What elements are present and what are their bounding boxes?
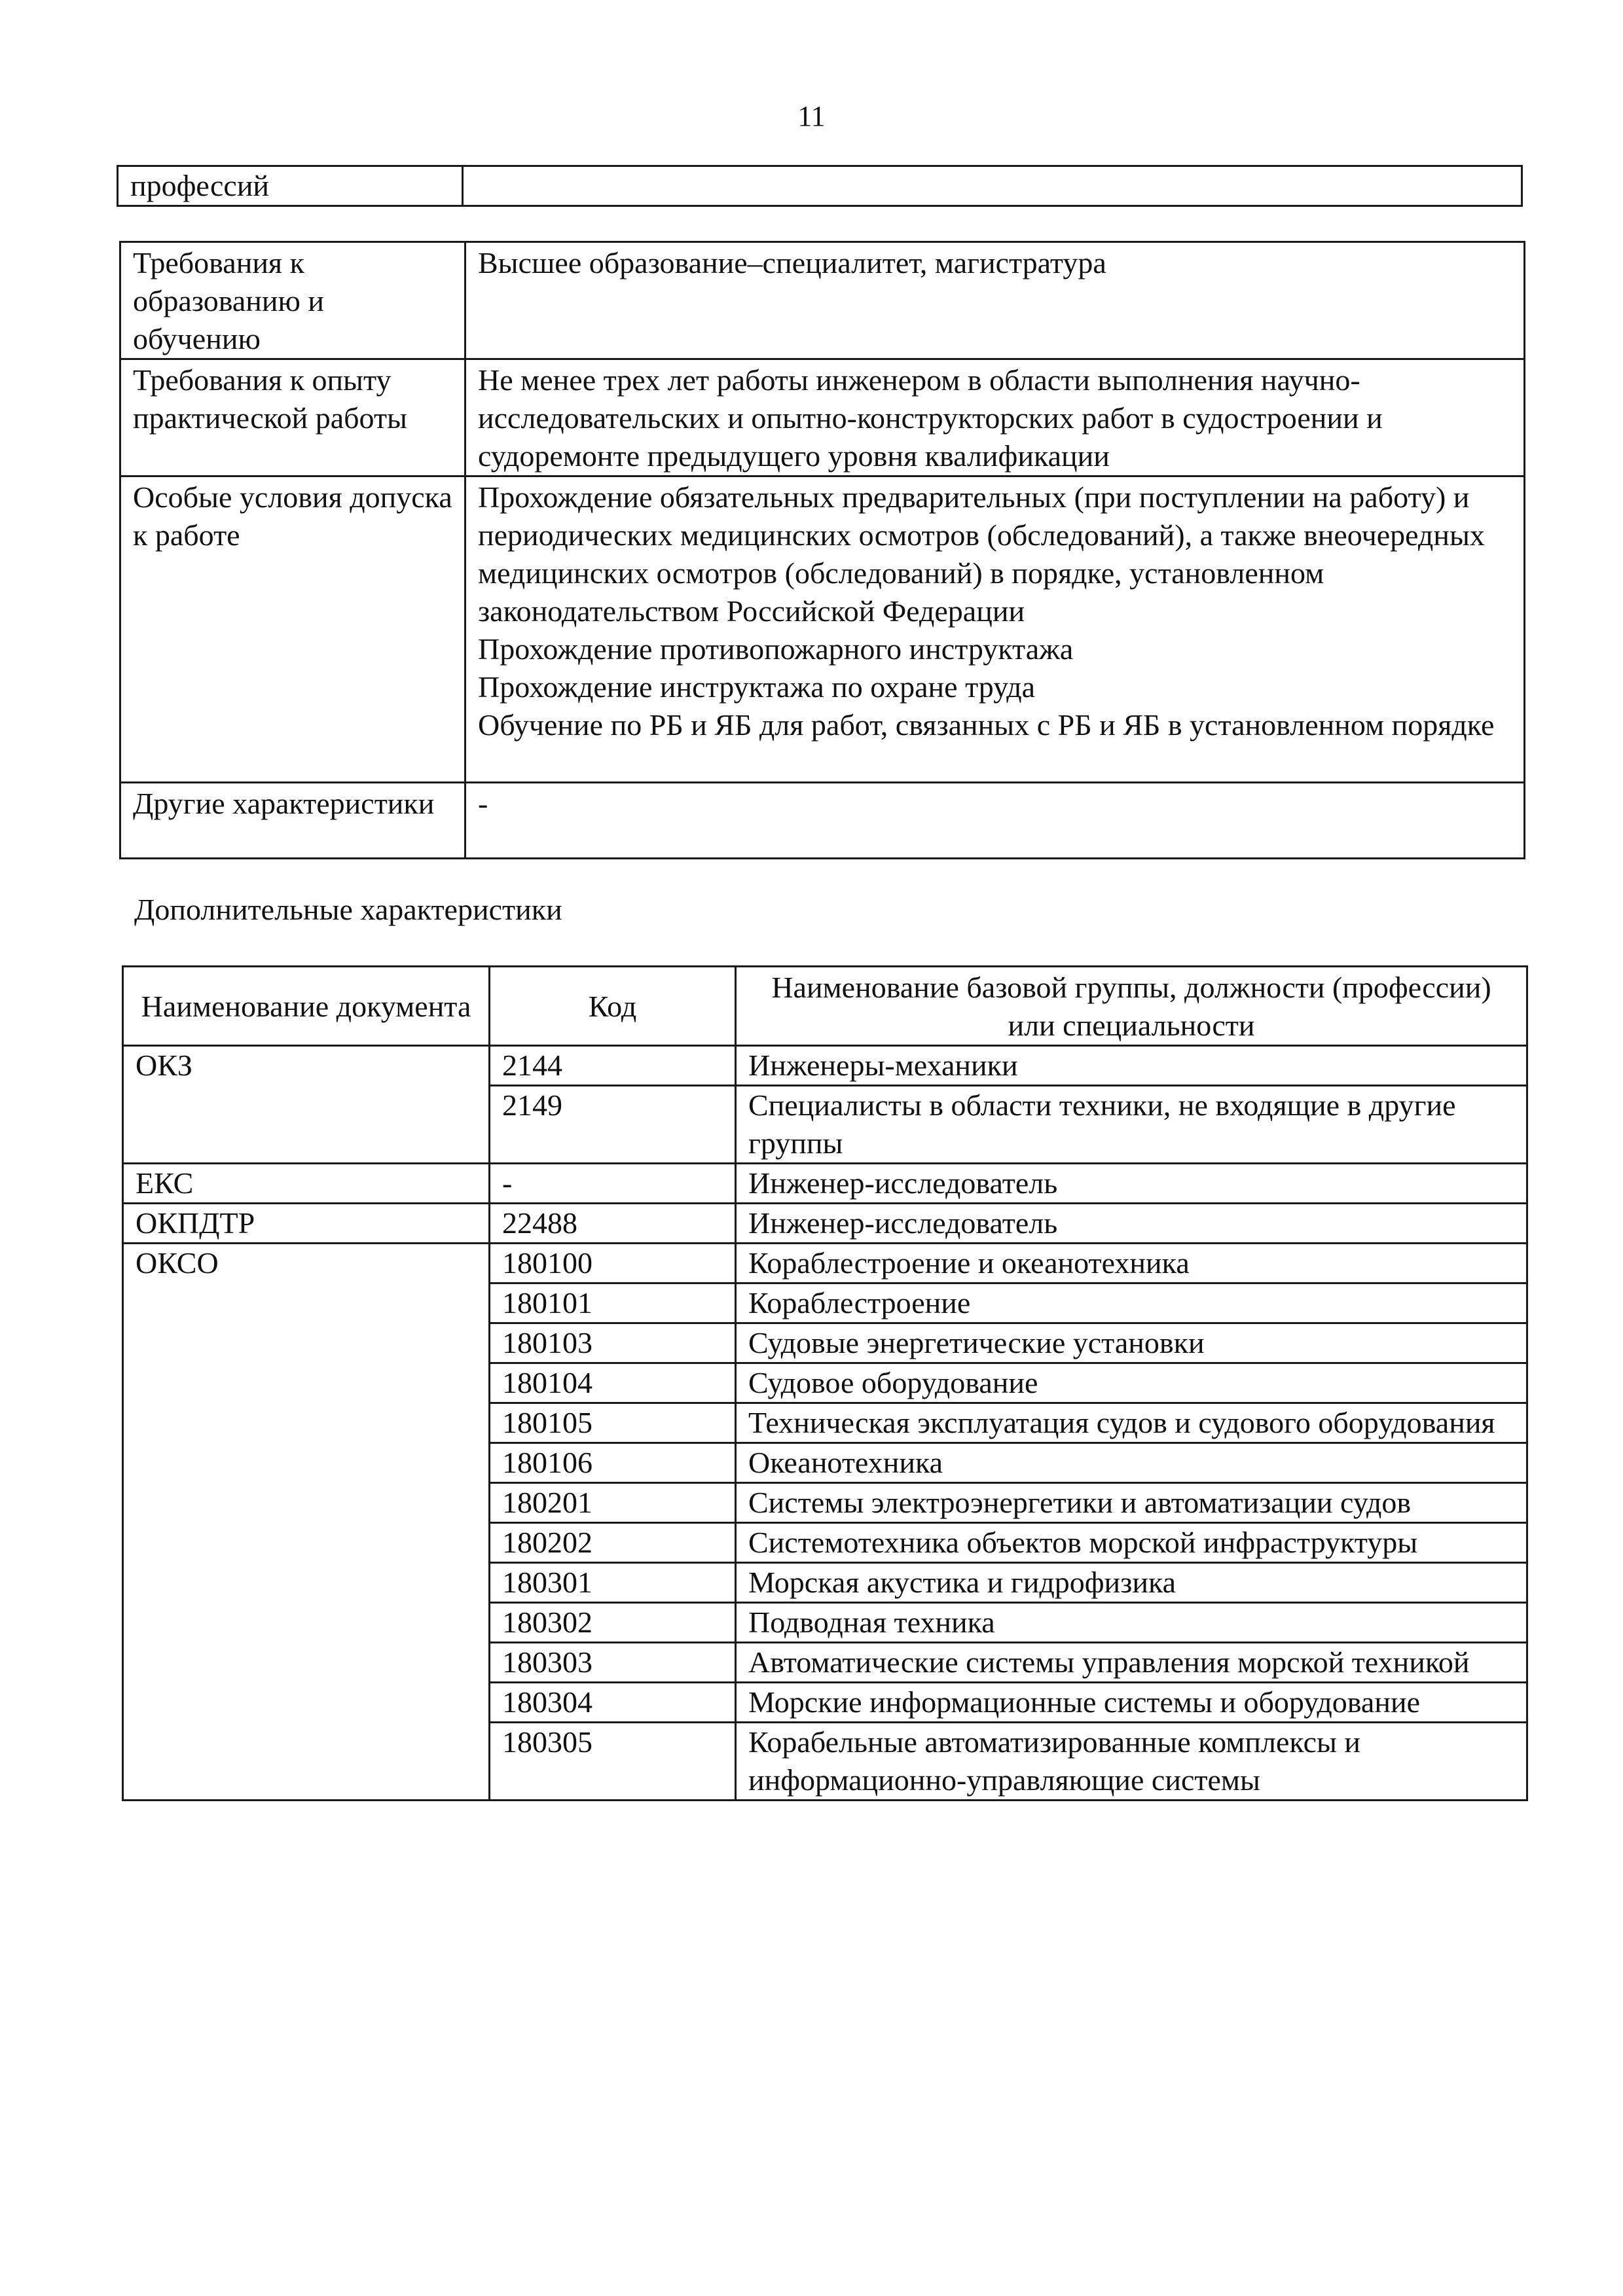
code-cell: 180305	[490, 1723, 736, 1801]
requirements-table	[119, 241, 1525, 859]
name-cell: Инженер-исследователь	[736, 1164, 1527, 1204]
name-cell: Системы электроэнергетики и автоматизации судов	[736, 1483, 1527, 1523]
code-cell: 180101	[490, 1283, 736, 1323]
column-header-name: Наименование базовой группы, должности (профессии) или специальности	[736, 967, 1527, 1046]
requirement-label: Особые условия допуска к работе	[120, 476, 465, 783]
name-cell: Океанотехника	[736, 1443, 1527, 1483]
name-cell: Подводная техника	[736, 1603, 1527, 1643]
fragment-label: профессий	[118, 166, 463, 206]
code-cell: 180201	[490, 1483, 736, 1523]
code-cell: 180104	[490, 1363, 736, 1403]
table-row	[120, 783, 1525, 859]
requirement-value: -	[465, 783, 1525, 859]
table-row	[123, 1046, 1527, 1086]
code-cell: 2144	[490, 1046, 736, 1086]
name-cell: Судовое оборудование	[736, 1363, 1527, 1403]
name-cell: Морские информационные системы и оборудование	[736, 1683, 1527, 1723]
continuation-table-fragment	[117, 165, 1523, 207]
code-cell: 180202	[490, 1523, 736, 1563]
section-title: Дополнительные характеристики	[134, 893, 562, 926]
document-cell: ОКСО	[123, 1244, 490, 1801]
table-row	[120, 476, 1525, 783]
table-row	[118, 166, 1522, 206]
table-row	[120, 359, 1525, 476]
code-cell: 180105	[490, 1403, 736, 1443]
page-number: 11	[797, 100, 826, 132]
code-cell: 2149	[490, 1086, 736, 1164]
table-row	[123, 1164, 1527, 1204]
name-cell: Корабельные автоматизированные комплексы и информационно-управляющие системы	[736, 1723, 1527, 1801]
document-cell: ЕКС	[123, 1164, 490, 1204]
requirement-value: Прохождение обязательных предварительных (при поступлении на работу) и периодических медицинских осмотров (обследований), а также внеочередных медицинских осмотров (обследований) в порядке, установленном законодательством Российской Федерации Прохождение противопожарного инструктажа Прохождение инструктажа по охране труда Обучение по РБ и ЯБ для работ, связанных с РБ и ЯБ в установленном порядке	[465, 476, 1525, 783]
table-row	[120, 242, 1525, 359]
name-cell: Техническая эксплуатация судов и судового оборудования	[736, 1403, 1527, 1443]
document-cell: ОКПДТР	[123, 1204, 490, 1244]
name-cell: Инженеры-механики	[736, 1046, 1527, 1086]
requirement-label: Требования к образованию и обучению	[120, 242, 465, 359]
fragment-value	[463, 166, 1522, 206]
name-cell: Специалисты в области техники, не входящие в другие группы	[736, 1086, 1527, 1164]
name-cell: Автоматические системы управления морской техникой	[736, 1643, 1527, 1683]
requirement-value: Высшее образование–специалитет, магистратура	[465, 242, 1525, 359]
name-cell: Инженер-исследователь	[736, 1204, 1527, 1244]
code-cell: 180100	[490, 1244, 736, 1283]
requirement-value: Не менее трех лет работы инженером в области выполнения научно-исследовательских и опытно-конструкторских работ в судостроении и судоремонте предыдущего уровня квалификации	[465, 359, 1525, 476]
code-cell: 180301	[490, 1563, 736, 1603]
name-cell: Системотехника объектов морской инфраструктуры	[736, 1523, 1527, 1563]
requirement-label: Требования к опыту практической работы	[120, 359, 465, 476]
name-cell: Судовые энергетические установки	[736, 1323, 1527, 1363]
requirement-label: Другие характеристики	[120, 783, 465, 859]
name-cell: Кораблестроение	[736, 1283, 1527, 1323]
table-row	[123, 1204, 1527, 1244]
code-cell: 180302	[490, 1603, 736, 1643]
name-cell: Морская акустика и гидрофизика	[736, 1563, 1527, 1603]
column-header-document: Наименование документа	[123, 967, 490, 1046]
code-cell: 180304	[490, 1683, 736, 1723]
column-header-code: Код	[490, 967, 736, 1046]
table-row	[123, 1244, 1527, 1283]
table-header-row	[123, 967, 1527, 1046]
name-cell: Кораблестроение и океанотехника	[736, 1244, 1527, 1283]
additional-characteristics-table	[122, 965, 1528, 1801]
document-cell: ОКЗ	[123, 1046, 490, 1164]
code-cell: 22488	[490, 1204, 736, 1244]
code-cell: 180106	[490, 1443, 736, 1483]
code-cell: 180303	[490, 1643, 736, 1683]
code-cell: -	[490, 1164, 736, 1204]
code-cell: 180103	[490, 1323, 736, 1363]
